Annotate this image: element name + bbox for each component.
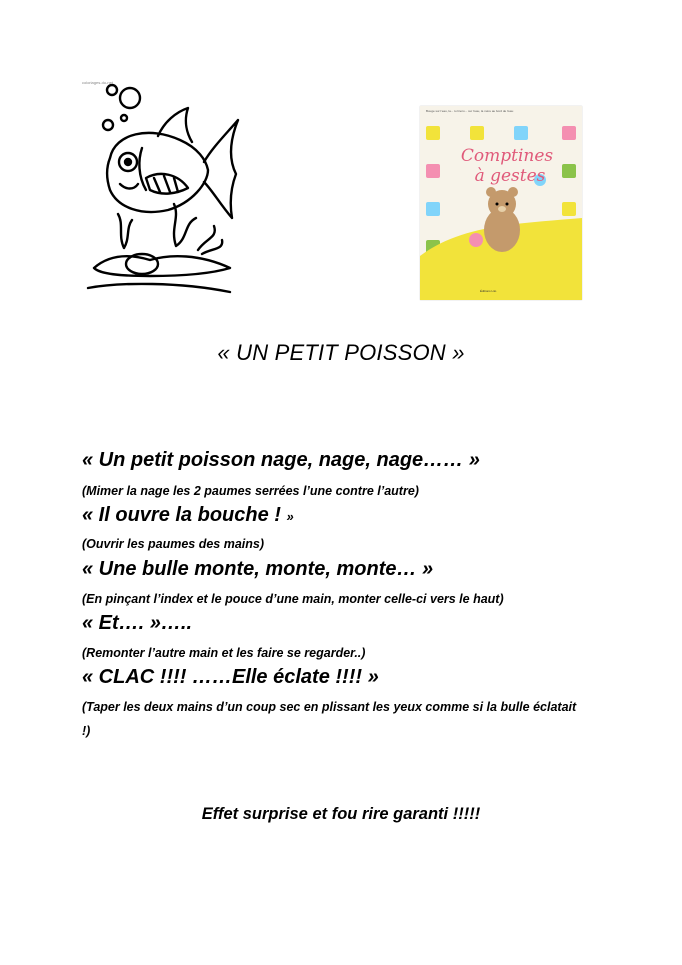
verse-line: « CLAC !!!! ……Elle éclate !!!! » xyxy=(82,666,379,688)
page-title: « UN PETIT POISSON » xyxy=(217,340,465,365)
svg-text:coloriages-du-net: coloriages-du-net xyxy=(82,80,113,85)
closing-note: Effet surprise et fou rire garanti !!!!! xyxy=(201,805,481,823)
book-edition-label: Éditions Lito xyxy=(480,289,497,293)
gesture-instruction: (Remonter l’autre main et les faire se regarder..) xyxy=(82,646,366,660)
gesture-instruction: (En pinçant l’index et le pouce d’une main, monter celle-ci vers le haut) xyxy=(82,592,504,606)
gesture-instruction: (Ouvrir les paumes des mains) xyxy=(82,537,265,551)
gesture-instruction: (Taper les deux mains d’un coup sec en plissant les yeux comme si la bulle éclatait !) xyxy=(82,700,577,738)
book-cover-title xyxy=(452,146,562,186)
verse-line: « Une bulle monte, monte, monte… » xyxy=(82,558,434,580)
book-title-line2: à gestes xyxy=(474,166,546,186)
verse-line xyxy=(82,504,294,527)
verse-text: « Il ouvre la bouche ! xyxy=(82,504,287,526)
gesture-instruction: (Mimer la nage les 2 paumes serrées l’une contre l’autre) xyxy=(82,484,419,498)
verse-suffix: » xyxy=(286,509,294,524)
book-cover-image xyxy=(420,106,582,300)
verse-line: « Un petit poisson nage, nage, nage…… » xyxy=(82,449,480,471)
book-title-line1: Comptines xyxy=(460,146,554,166)
verse-line: « Et…. »….. xyxy=(82,612,193,634)
fish-illustration xyxy=(80,78,242,300)
bear-illustration xyxy=(420,106,582,300)
book-cover-top-text: Bouge sur l'eau, la... tu linoro... sur l'eau, la mère au bord de l'eau xyxy=(426,109,514,113)
fish-coloring-icon xyxy=(80,78,242,300)
